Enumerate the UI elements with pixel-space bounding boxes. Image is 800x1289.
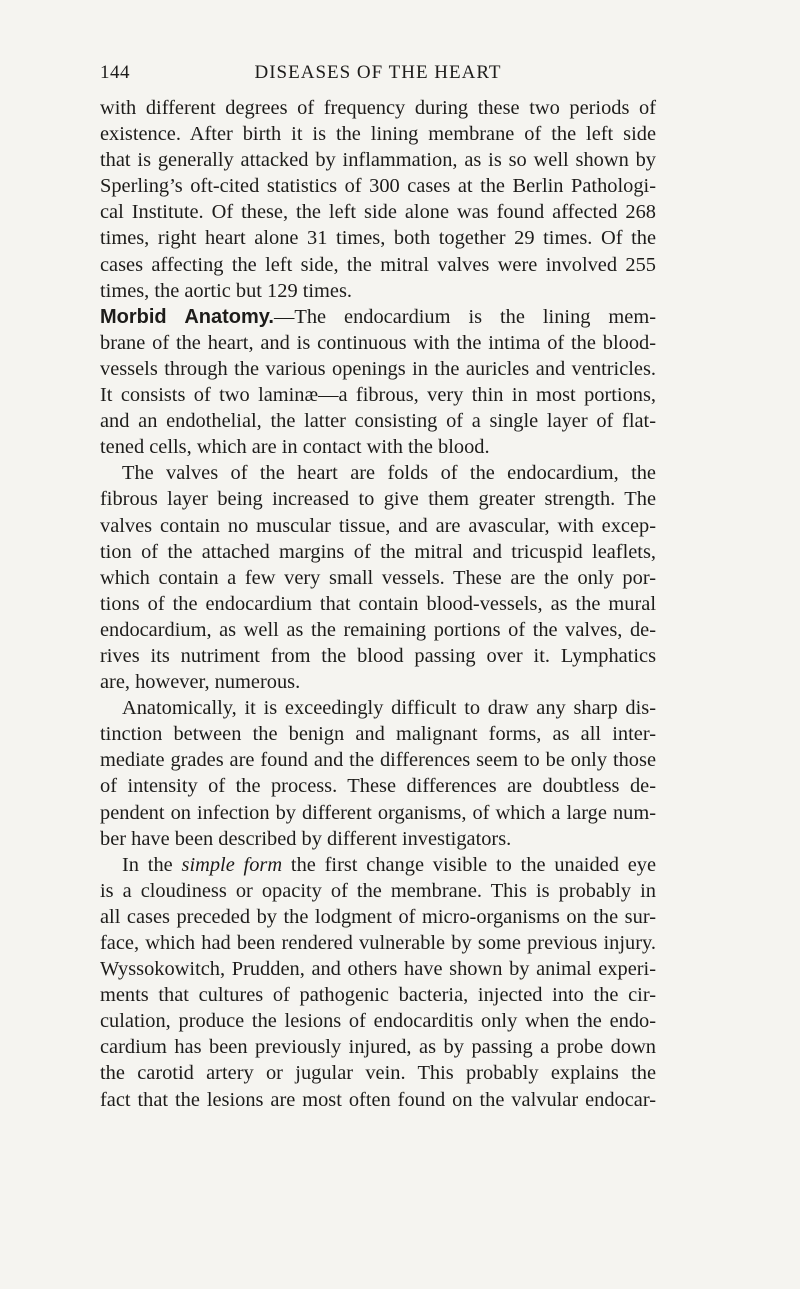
text-line xyxy=(100,513,656,539)
text-line xyxy=(100,669,656,695)
text-fragment: The valves of the heart are folds of the endocardium, the xyxy=(122,462,656,485)
text-line xyxy=(100,1060,656,1086)
body-text xyxy=(100,95,656,1113)
italic-term: simple form xyxy=(181,853,283,876)
text-fragment: culation, produce the lesions of endocarditis only when the endo- xyxy=(100,1010,656,1033)
text-line xyxy=(100,460,656,486)
text-line xyxy=(100,695,656,721)
text-line xyxy=(100,330,656,356)
text-fragment: rives its nutriment from the blood passing over it. Lymphatics xyxy=(100,644,656,667)
text-fragment: ber have been described by different investigators. xyxy=(100,827,512,850)
text-line xyxy=(100,800,656,826)
text-line xyxy=(100,382,656,408)
text-line xyxy=(100,643,656,669)
text-fragment: the first change visible to the unaided eye xyxy=(282,853,657,876)
text-line xyxy=(100,278,656,304)
text-line xyxy=(100,826,656,852)
text-line xyxy=(100,852,656,878)
text-fragment: vessels through the various openings in the auricles and ventricles. xyxy=(100,357,656,380)
text-line xyxy=(100,95,656,121)
text-fragment: endocardium, as well as the remaining portions of the valves, de- xyxy=(100,618,656,641)
text-line xyxy=(100,747,656,773)
text-line xyxy=(100,565,656,591)
text-fragment: ments that cultures of pathogenic bacteria, injected into the cir- xyxy=(100,984,656,1007)
text-line xyxy=(100,147,656,173)
text-line xyxy=(100,225,656,251)
text-fragment: cardium has been previously injured, as by passing a probe down xyxy=(100,1036,656,1059)
text-fragment: of intensity of the process. These differences are doubtless de- xyxy=(100,775,656,798)
text-fragment: fact that the lesions are most often found on the valvular endocar- xyxy=(100,1088,656,1111)
text-fragment: is a cloudiness or opacity of the membrane. This is probably in xyxy=(100,879,656,902)
text-line xyxy=(100,304,656,330)
text-line xyxy=(100,199,656,225)
text-fragment: existence. After birth it is the lining membrane of the left side xyxy=(100,123,656,146)
text-fragment: tened cells, which are in contact with the blood. xyxy=(100,436,490,459)
text-fragment: all cases preceded by the lodgment of micro-organisms on the sur- xyxy=(100,905,656,928)
text-line xyxy=(100,982,656,1008)
text-line xyxy=(100,904,656,930)
page-number: 144 xyxy=(100,62,130,83)
text-line xyxy=(100,356,656,382)
text-line xyxy=(100,956,656,982)
text-fragment: that is generally attacked by inflammation, as is so well shown by xyxy=(100,149,656,172)
text-line xyxy=(100,591,656,617)
text-fragment: the carotid artery or jugular vein. This probably explains the xyxy=(100,1062,656,1085)
text-fragment: and an endothelial, the latter consisting of a single layer of flat- xyxy=(100,410,656,433)
text-line xyxy=(100,773,656,799)
text-line xyxy=(100,1034,656,1060)
text-line xyxy=(100,539,656,565)
text-line xyxy=(100,878,656,904)
text-line xyxy=(100,486,656,512)
text-fragment: tion of the attached margins of the mitral and tricuspid leaflets, xyxy=(100,540,656,563)
text-fragment: —The endocardium is the lining mem- xyxy=(273,305,656,328)
text-fragment: cal Institute. Of these, the left side alone was found affected 268 xyxy=(100,201,656,224)
text-fragment: times, the aortic but 129 times. xyxy=(100,279,353,302)
text-line xyxy=(100,617,656,643)
text-fragment: which contain a few very small vessels. These are the only por- xyxy=(100,566,656,589)
text-line xyxy=(100,408,656,434)
text-fragment: Anatomically, it is exceedingly difficult to draw any sharp dis- xyxy=(122,697,656,720)
text-line xyxy=(100,173,656,199)
text-fragment: brane of the heart, and is continuous with the intima of the blood- xyxy=(100,331,656,354)
text-fragment: mediate grades are found and the differences seem to be only those xyxy=(100,749,656,772)
text-line xyxy=(100,1087,656,1113)
text-line xyxy=(100,721,656,747)
text-line xyxy=(100,121,656,147)
text-fragment: tions of the endocardium that contain blood-vessels, as the mural xyxy=(100,592,656,615)
section-heading: Morbid Anatomy. xyxy=(100,305,274,328)
text-fragment: are, however, numerous. xyxy=(100,671,301,694)
page-header xyxy=(100,62,656,88)
text-line xyxy=(100,434,656,460)
text-line xyxy=(100,252,656,278)
text-fragment: with different degrees of frequency during these two periods of xyxy=(100,97,656,119)
text-fragment: valves contain no muscular tissue, and are avascular, with excep- xyxy=(100,514,656,537)
text-line xyxy=(100,930,656,956)
text-fragment: Sperling’s oft-cited statistics of 300 cases at the Berlin Pathologi- xyxy=(100,175,656,198)
text-fragment: cases affecting the left side, the mitral valves were involved 255 xyxy=(100,253,656,276)
text-fragment: In the xyxy=(122,853,182,876)
text-line xyxy=(100,1008,656,1034)
text-fragment: face, which had been rendered vulnerable by some previous injury. xyxy=(100,932,656,954)
text-fragment: pendent on infection by different organisms, of which a large num- xyxy=(100,801,656,824)
running-head: DISEASES OF THE HEART xyxy=(254,62,502,83)
text-fragment: fibrous layer being increased to give them greater strength. The xyxy=(100,488,656,511)
text-fragment: Wyssokowitch, Prudden, and others have shown by animal experi- xyxy=(100,958,656,981)
text-fragment: times, right heart alone 31 times, both together 29 times. Of the xyxy=(100,227,656,250)
text-fragment: tinction between the benign and malignant forms, as all inter- xyxy=(100,723,656,746)
text-fragment: It consists of two laminæ—a fibrous, very thin in most portions, xyxy=(100,384,656,407)
